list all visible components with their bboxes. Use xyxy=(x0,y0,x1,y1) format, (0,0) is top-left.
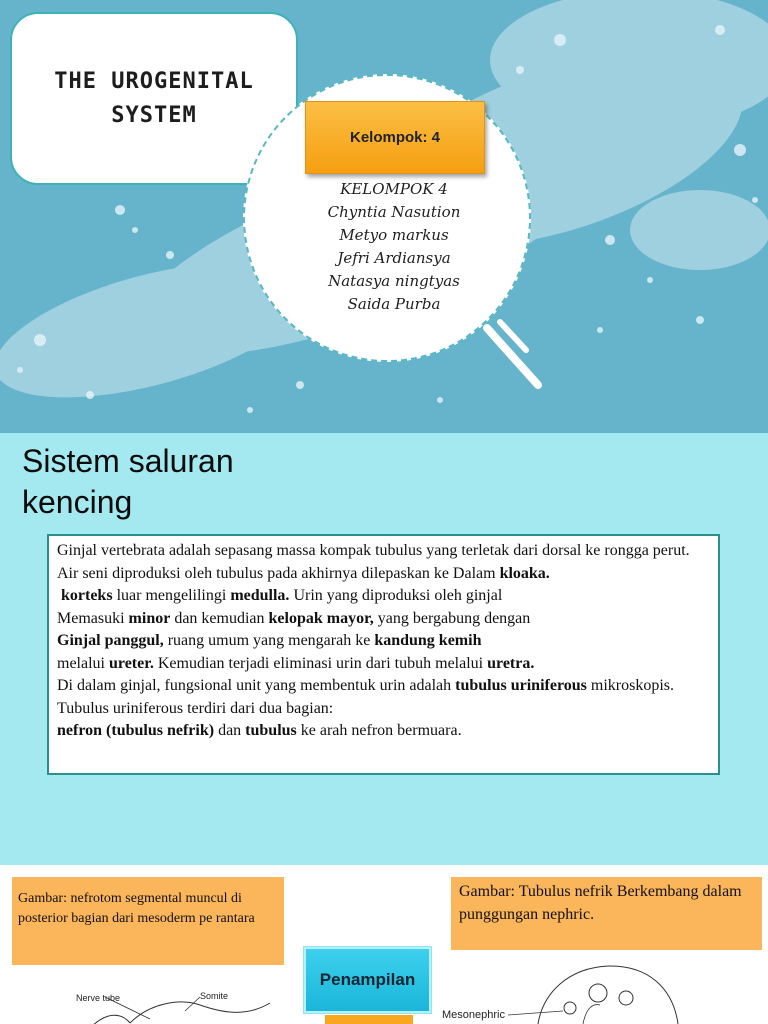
figure-slide xyxy=(0,865,768,1024)
nephrotome-diagram-icon xyxy=(60,983,280,1024)
slide-heading: Sistem saluran kencing xyxy=(22,443,234,520)
orange-bar xyxy=(325,1015,413,1024)
paragraph-line: Ginjal panggul, ruang umum yang mengarah ke kandung kemih xyxy=(57,632,482,649)
paragraph-line: nefron (tubulus nefrik) dan tubulus ke arah nefron bermuara. xyxy=(57,722,462,739)
paragraph-line: Memasuki minor dan kemudian kelopak mayor, yang bergabung dengan xyxy=(57,609,531,627)
mesonephric-label: Mesonephric xyxy=(442,1009,505,1021)
paragraph-line: Di dalam ginjal, fungsional unit yang membentuk urin adalah tubulus uriniferous mikroskopis. Tubulus uriniferous terdiri dari dua bagian: xyxy=(57,677,675,717)
body-text-box xyxy=(47,534,720,775)
paragraph-line: korteks luar mengelilingi medulla. Urin yang diproduksi oleh ginjal xyxy=(61,587,503,604)
somite-label: Somite xyxy=(200,991,229,1001)
member-list xyxy=(294,178,494,316)
caption-left: Gambar: nefrotom segmental muncul di posterior bagian dari mesoderm pe rantara xyxy=(12,877,284,965)
group-badge: Kelompok: 4 xyxy=(305,101,485,174)
caption-right: Gambar: Tubulus nefrik Berkembang dalam punggungan nephric. xyxy=(451,877,762,950)
paragraph-line: Ginjal vertebrata adalah sepasang massa kompak tubulus yang terletak dari dorsal ke rongga perut. Air seni diproduksi oleh tubulus pada akhirnya dilepaskan ke Dalam kloaka. xyxy=(57,542,690,582)
nerve-tube-label: Nerve tube xyxy=(76,993,121,1003)
content-slide xyxy=(0,433,768,865)
member-name: Natasya ningtyas xyxy=(328,272,460,290)
nephric-ridge-diagram-icon xyxy=(508,963,688,1024)
penampilan-button[interactable]: Penampilan xyxy=(303,946,432,1014)
member-name: Jefri Ardiansya xyxy=(337,249,451,267)
slide-title: THE UROGENITAL SYSTEM xyxy=(54,68,254,128)
member-name: Chyntia Nasution xyxy=(327,203,461,221)
member-name: Metyo markus xyxy=(339,226,449,244)
member-name: Saida Purba xyxy=(347,295,441,313)
paragraph-line: melalui ureter. Kemudian terjadi eliminasi urin dari tubuh melalui uretra. xyxy=(57,654,535,672)
member-heading: KELOMPOK 4 xyxy=(340,180,448,198)
title-slide xyxy=(0,0,768,433)
